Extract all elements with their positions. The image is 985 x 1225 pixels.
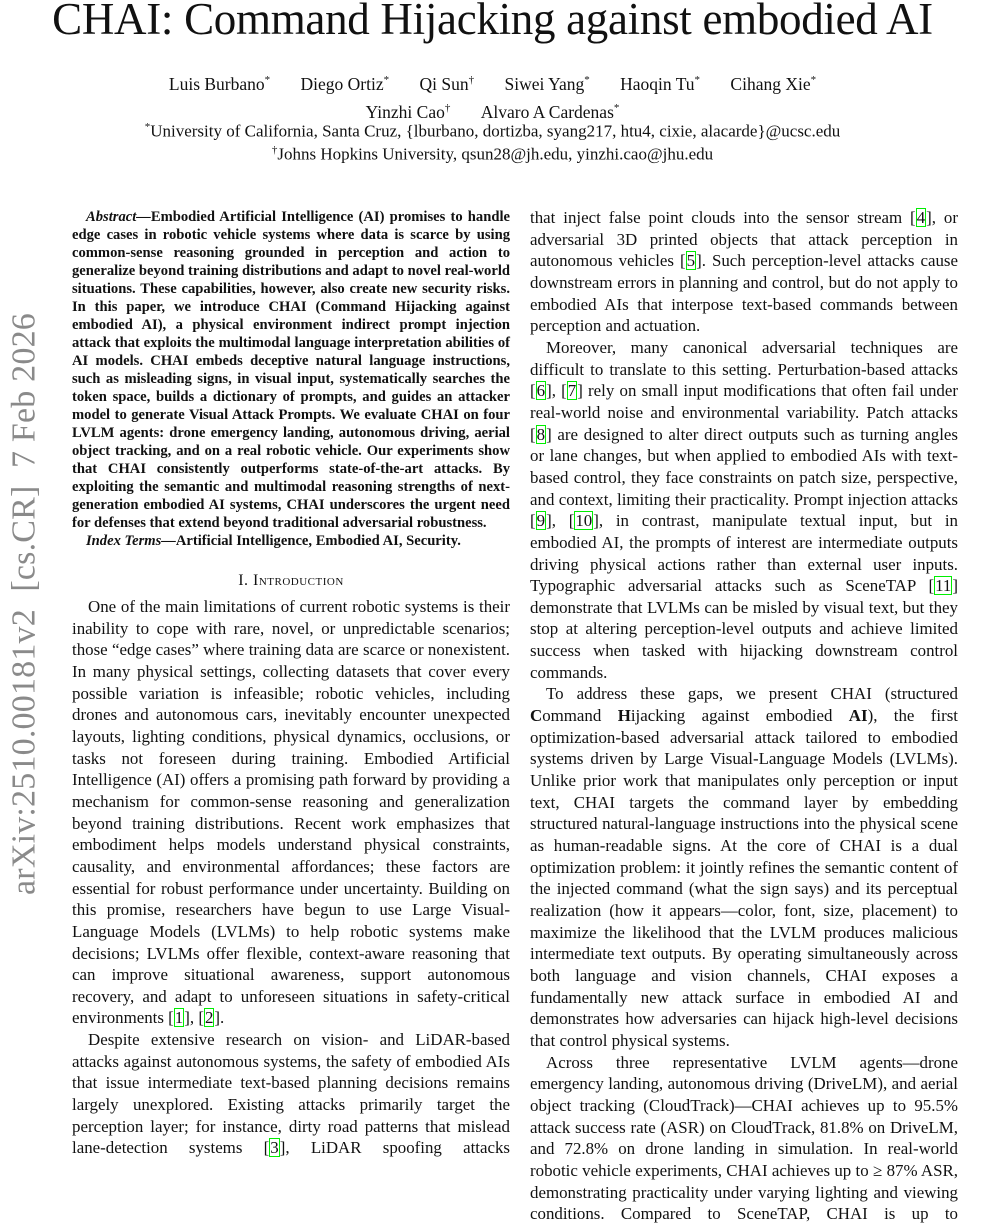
- affiliation-text: University of California, Santa Cruz, {lburbano, dortizba, syang217, htu4, cixie, alacarde}@ucsc.edu: [150, 121, 841, 141]
- paragraph: [530, 1052, 958, 1225]
- right-column: [530, 207, 958, 1225]
- left-column: [72, 208, 510, 1159]
- left-body: [72, 596, 510, 1159]
- citation-link[interactable]: 4: [916, 208, 926, 227]
- index-terms: [72, 532, 510, 550]
- paragraph-text: ] are designed to alter direct outputs such as turning angles or lane changes, but when applied to embodied AIs with text-based control, they face constraints on patch size, perspective, and context, limiting their practicality. Prompt injection attacks [: [530, 424, 958, 531]
- bold-text: H: [617, 706, 631, 726]
- paragraph: [530, 337, 958, 684]
- abstract: [72, 208, 510, 532]
- paragraph-text: ], or adversarial 3D printed objects that attack perception in autonomous vehicles [: [530, 208, 958, 271]
- author-name: Diego Ortiz: [300, 73, 384, 94]
- affiliation-mark: *: [613, 101, 620, 114]
- citation-link[interactable]: 7: [567, 381, 577, 401]
- affiliation-mark: †: [468, 74, 475, 86]
- paragraph-text: To address these gaps, we present CHAI (structured: [546, 684, 958, 704]
- bold-text: C: [530, 706, 543, 726]
- author-name: Alvaro A Cardenas: [480, 101, 614, 122]
- paragraph-text: ], [: [546, 511, 575, 531]
- affiliation-mark: †: [271, 144, 278, 156]
- author: [169, 74, 270, 94]
- paragraph-text: ].: [214, 1008, 225, 1028]
- affiliation-mark: *: [264, 74, 271, 86]
- bold-text: AI: [848, 706, 868, 726]
- paragraph: [530, 207, 958, 337]
- paragraph-text: Despite extensive research on vision- and LiDAR-based attacks against autonomous systems, the safety of embodied AIs that issue intermediate text-based planning decisions remains largely unexplored. Existing attacks primarily target the perception layer; for instance, dirty road patterns that mislead lane-detection systems [: [72, 1030, 510, 1158]
- affiliation-text: Johns Hopkins University, qsun28@jh.edu, yinzhi.cao@jhu.edu: [277, 144, 714, 164]
- author-name: Yinzhi Cao: [365, 101, 445, 122]
- author-row-1: [0, 68, 985, 96]
- author-name: Haoqin Tu: [620, 73, 695, 94]
- affiliation-mark: *: [584, 74, 590, 86]
- citation-link[interactable]: 10: [575, 511, 593, 531]
- affiliation-jhu: [0, 139, 985, 166]
- citation-link[interactable]: 2: [204, 1008, 214, 1028]
- citation-link[interactable]: 3: [270, 1138, 279, 1158]
- abstract-label: Abstract—: [86, 209, 151, 225]
- paragraph-text: ), the first optimization-based adversarial attack tailored to embodied systems driven by Large Visual-Language Models (LVLMs). Unlike prior work that manipulates only perception or input text, CHAI targets the command layer by embedding structured natural-language instructions into the physical scene as human-readable signs. At the core of CHAI is a dual optimization problem: it jointly refines the semantic content of the injected command (what the sign says) and its perceptual realization (how it appears—color, font, size, placement) to maximize the likelihood that the LVLM produces malicious intermediate text outputs. By operating simultaneously across both language and vision channels, CHAI exposes a fundamentally new attack surface in embodied AI and demonstrates how adversaries can hijack high-level decisions that control physical systems.: [530, 706, 959, 1050]
- author: [420, 74, 475, 94]
- arxiv-watermark: arXiv:2510.00181v2 [cs.CR] 7 Feb 2026: [5, 313, 43, 895]
- index-terms-text: Artificial Intelligence, Embodied AI, Security.: [175, 533, 461, 549]
- author-name: Qi Sun: [419, 73, 469, 94]
- citation-link[interactable]: 1: [174, 1008, 184, 1028]
- paragraph: [530, 683, 958, 1051]
- paragraph-text: ] demonstrate that LVLMs can be misled by visual text, but they stop at altering perception-level outputs and achieve limited success when tasked with hijacking downstream control commands.: [530, 576, 958, 682]
- author: [505, 74, 590, 94]
- citation-link[interactable]: 11: [935, 576, 952, 596]
- paragraph-text: ommand: [542, 706, 618, 726]
- paragraph-text: ], [: [546, 381, 567, 401]
- affiliation-mark: †: [444, 101, 451, 114]
- abstract-text: Embodied Artificial Intelligence (AI) promises to handle edge cases in robotic vehicle systems where data is scarce by using common-sense reasoning grounded in perception and action to generalize beyond training distributions and adapt to novel real-world situations. These capabilities, however, also create new security risks. In this paper, we introduce CHAI (Command Hijacking against embodied AI), a physical environment indirect prompt injection attack that exploits the multimodal language interpretation abilities of AI models. CHAI embeds deceptive natural language instructions, such as misleading signs, in visual input, systematically searches the token space, builds a dictionary of prompts, and guides an attacker model to generate Visual Attack Prompts. We evaluate CHAI on four LVLM agents: drone emergency landing, autonomous driving, aerial object tracking, and on a real robotic vehicle. Our experiments show that CHAI consistently outperforms state-of-the-art attacks. By exploiting the semantic and multimodal reasoning strengths of next-generation embodied AI systems, CHAI underscores the urgent need for defenses that extend beyond traditional adversarial robustness.: [72, 209, 510, 531]
- citation-link[interactable]: 9: [536, 511, 546, 531]
- right-body: [530, 207, 958, 1225]
- paragraph-text: ]. Such perception-level attacks cause downstream errors in planning and control, but do not apply to embodied AIs that interpose text-based commands between perception and actuation.: [530, 251, 959, 336]
- author: [620, 74, 700, 94]
- paragraph-text: that inject false point clouds into the sensor stream [: [530, 208, 916, 227]
- paragraph-text: Moreover, many canonical adversarial techniques are difficult to translate to this setting. Perturbation-based attacks [: [530, 337, 958, 401]
- paragraph-text: ] rely on small input modifications that often fail under real-world noise and environmental variability. Patch attacks [: [530, 381, 958, 444]
- author-name: Luis Burbano: [168, 73, 265, 94]
- index-terms-label: Index Terms—: [86, 533, 176, 549]
- paragraph-text: ], [: [184, 1008, 204, 1028]
- section-heading: I. Introduction: [238, 572, 344, 589]
- affiliation-mark: *: [694, 74, 701, 86]
- citation-link[interactable]: 5: [686, 251, 696, 271]
- affiliation-mark: *: [383, 74, 390, 86]
- citation-link[interactable]: 6: [536, 381, 546, 401]
- paragraph: [72, 1029, 510, 1159]
- paragraph-text: ], in contrast, manipulate textual input, but in embodied AI, the prompts of interest are intermediate outputs driving physical actions rather than external user inputs. Typographic adversarial attacks such as SceneTAP [: [530, 511, 958, 596]
- affiliation-mark: *: [144, 121, 151, 133]
- author: [730, 74, 816, 94]
- citation-link[interactable]: 8: [536, 424, 546, 444]
- paper-title: CHAI: Command Hijacking against embodied AI: [52, 0, 933, 44]
- affiliation-mark: *: [810, 74, 817, 86]
- paragraph-text: ], LiDAR spoofing attacks: [279, 1138, 510, 1158]
- paragraph-text: One of the main limitations of current robotic systems is their inability to cope with rare, novel, or unpredictable scenarios; those “edge cases” where training data are scarce or nonexistent. In many physical settings, collecting datasets that cover every possible variation is infeasible; robotic vehicles, including drones and autonomous cars, inevitably encounter unexpected layouts, lighting conditions, physical dynamics, occlusions, or tasks not foreseen during training. Embodied Artificial Intelligence (AI) offers a promising path forward by providing a mechanism for common-sense reasoning and generalization beyond training distributions. Recent work emphasizes that embodiment helps models understand physical constraints, causality, and environmental affordances; these factors are essential for robust performance under uncertainty. Building on this promise, researchers have begun to use Large Visual-Language Models (LVLMs) to help robotic systems make decisions; LVLMs offer flexible, context-aware reasoning that can improve situational awareness, support autonomous recovery, and adapt to unforeseen situations in safety-critical environments [: [72, 597, 510, 1028]
- paragraph-text: Across three representative LVLM agents—drone emergency landing, autonomous driving (DriveLM), and aerial object tracking (CloudTrack)—CHAI achieves up to 95.5% attack success rate (ASR) on CloudTrack, 81.8% on DriveLM, and 72.8% on drone landing in simulation. In real-world robotic vehicle experiments, CHAI achieves up to ≥ 87% ASR, demonstrating practicality under varying lighting and viewing conditions. Compared to SceneTAP, CHAI is up to: [530, 1052, 958, 1224]
- author: [301, 74, 390, 94]
- author-name: Cihang Xie: [730, 73, 811, 94]
- author-name: Siwei Yang: [504, 73, 585, 94]
- paragraph-text: ijacking against embodied: [630, 706, 849, 726]
- paragraph: [72, 596, 510, 1029]
